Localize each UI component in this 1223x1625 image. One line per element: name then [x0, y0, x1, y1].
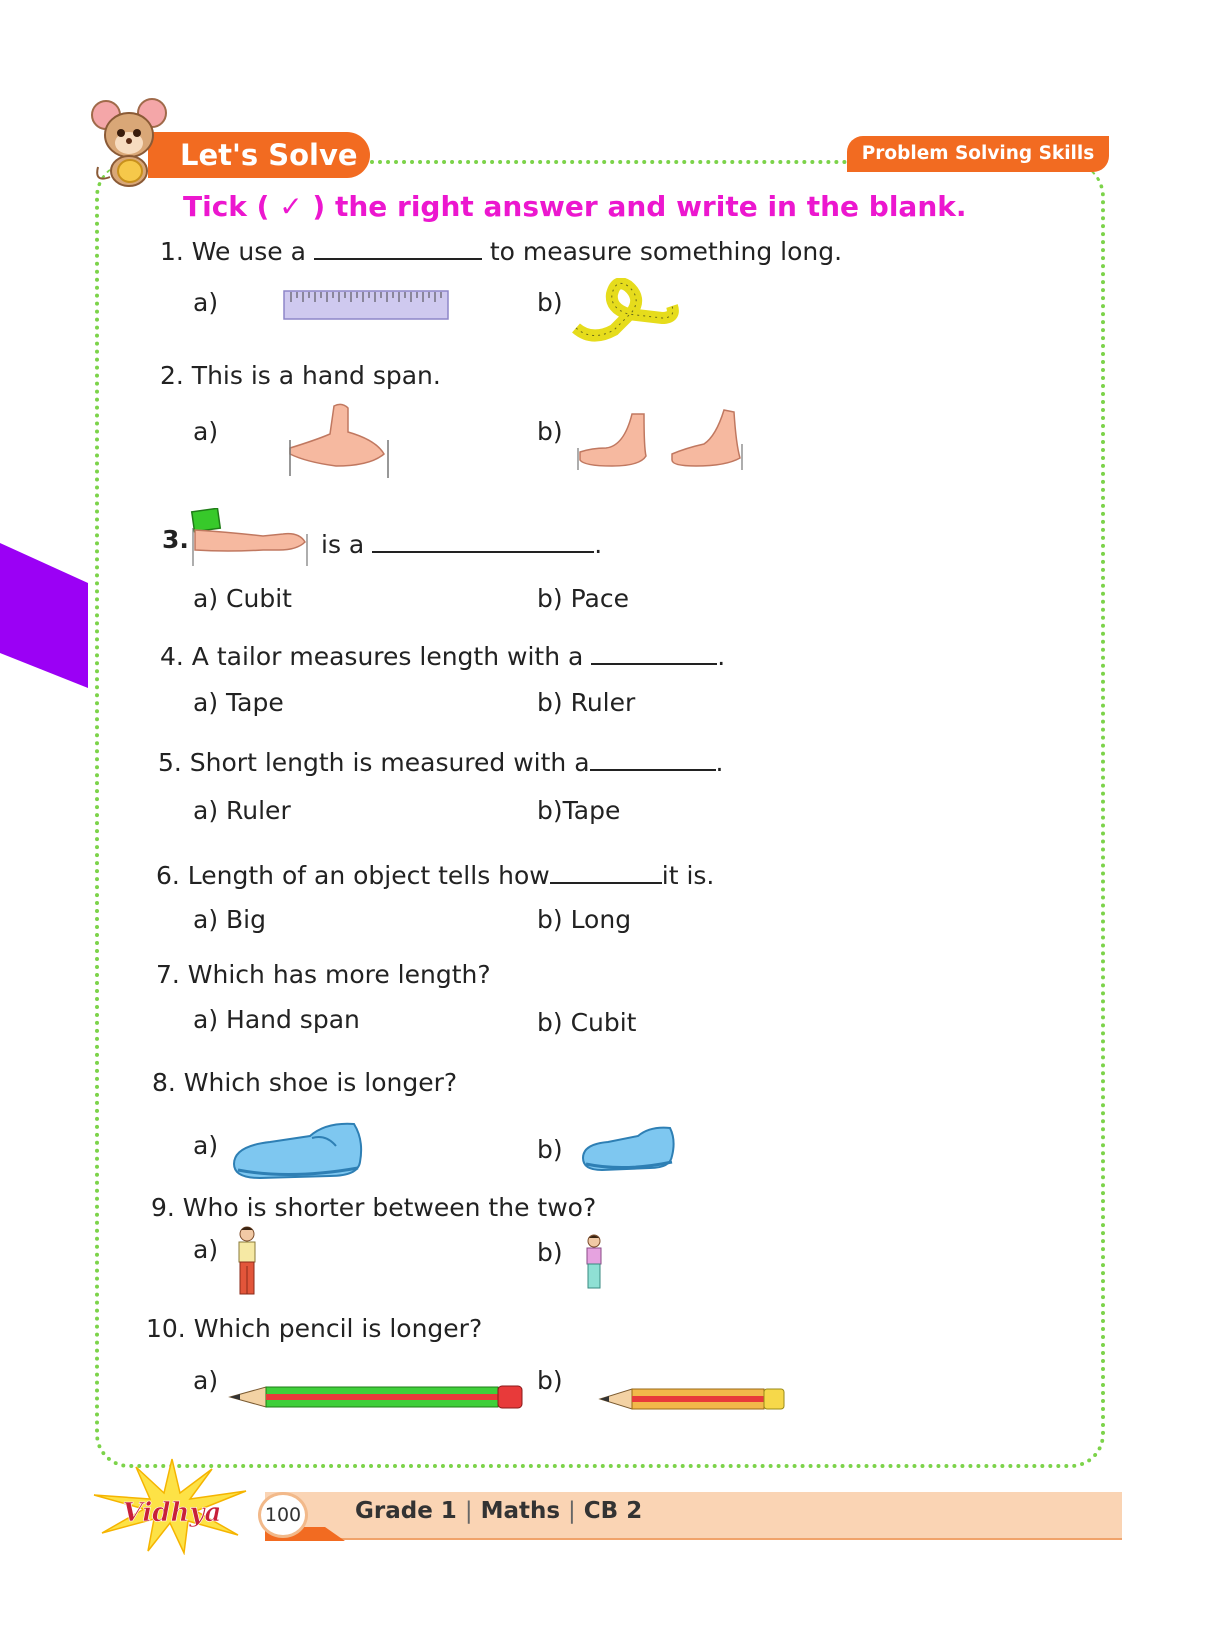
option-b-label[interactable]: b): [537, 1238, 563, 1267]
shoe-short-icon[interactable]: [580, 1124, 676, 1174]
option-a-label[interactable]: a): [193, 417, 219, 446]
option-a-ruler[interactable]: a) Ruler: [193, 796, 291, 825]
option-a-hand-span[interactable]: a) Hand span: [193, 1005, 360, 1034]
long-pencil-icon[interactable]: [228, 1383, 526, 1411]
frame-top-line: [370, 160, 855, 164]
answer-blank[interactable]: [591, 641, 717, 665]
foot-icon[interactable]: [576, 408, 746, 472]
ruler-icon[interactable]: [283, 290, 449, 320]
question-10: 10. Which pencil is longer?: [146, 1314, 483, 1343]
option-a-big[interactable]: a) Big: [193, 905, 266, 934]
question-text: 1. We use a: [160, 237, 306, 266]
footer-book-info: Grade 1 | Maths | CB 2: [355, 1498, 643, 1524]
lets-solve-banner: Let's Solve: [148, 132, 370, 178]
question-text: 6. Length of an object tells how: [156, 861, 550, 890]
svg-text:Vidhya: Vidhya: [122, 1498, 222, 1528]
option-b-label[interactable]: b): [537, 288, 563, 317]
instruction-heading: Tick ( ✓ ) the right answer and write in the blank.: [183, 190, 967, 223]
answer-blank[interactable]: [550, 860, 662, 884]
option-a-tape[interactable]: a) Tape: [193, 688, 284, 717]
question-5: [158, 747, 724, 778]
question-text: .: [594, 530, 603, 559]
answer-blank[interactable]: [590, 747, 716, 771]
question-3-number: 3.: [162, 525, 189, 554]
short-pencil-icon[interactable]: [598, 1385, 788, 1413]
option-b-tape[interactable]: b)Tape: [537, 796, 621, 825]
option-a-label[interactable]: a): [193, 1366, 219, 1395]
question-text: is a: [321, 530, 365, 559]
footer-book: CB 2: [583, 1498, 643, 1524]
measuring-tape-icon[interactable]: [572, 278, 680, 342]
option-a-label[interactable]: a): [193, 1131, 219, 1160]
question-8: 8. Which shoe is longer?: [152, 1068, 458, 1097]
hand-span-icon[interactable]: [286, 400, 392, 480]
page-number: 100: [258, 1492, 308, 1538]
question-text: 5. Short length is measured with a: [158, 748, 590, 777]
option-b-long[interactable]: b) Long: [537, 905, 632, 934]
question-text: it is.: [661, 861, 715, 890]
option-a-label[interactable]: a): [193, 288, 219, 317]
question-2: 2. This is a hand span.: [160, 361, 441, 390]
question-3: [321, 529, 602, 560]
tall-boy-icon[interactable]: [233, 1226, 261, 1298]
shoe-long-icon[interactable]: [230, 1120, 364, 1182]
question-6: [156, 860, 714, 891]
cubit-arm-icon[interactable]: [187, 508, 313, 568]
option-b-label[interactable]: b): [537, 417, 563, 446]
question-4: [160, 641, 725, 672]
problem-solving-skills-badge: Problem Solving Skills: [847, 136, 1109, 172]
mouse-mascot-icon: [90, 97, 170, 189]
question-text: 4. A tailor measures length with a: [160, 642, 584, 671]
option-a-cubit[interactable]: a) Cubit: [193, 584, 292, 613]
question-text: .: [717, 642, 726, 671]
option-b-label[interactable]: b): [537, 1366, 563, 1395]
answer-blank[interactable]: [372, 529, 594, 553]
option-b-cubit[interactable]: b) Cubit: [537, 1008, 637, 1037]
option-b-ruler[interactable]: b) Ruler: [537, 688, 636, 717]
option-b-label[interactable]: b): [537, 1135, 563, 1164]
question-text: .: [715, 748, 724, 777]
question-1: [160, 236, 842, 267]
question-7: 7. Which has more length?: [156, 960, 491, 989]
question-text: to measure something long.: [489, 237, 843, 266]
answer-blank[interactable]: [314, 236, 482, 260]
side-tab: [0, 543, 88, 688]
vidhya-logo: [88, 1455, 256, 1555]
short-boy-icon[interactable]: [582, 1234, 606, 1290]
question-9: 9. Who is shorter between the two?: [151, 1193, 597, 1222]
footer-grade: Grade 1: [355, 1498, 457, 1524]
option-b-pace[interactable]: b) Pace: [537, 584, 629, 613]
option-a-label[interactable]: a): [193, 1235, 219, 1264]
footer-subject: Maths: [480, 1498, 561, 1524]
